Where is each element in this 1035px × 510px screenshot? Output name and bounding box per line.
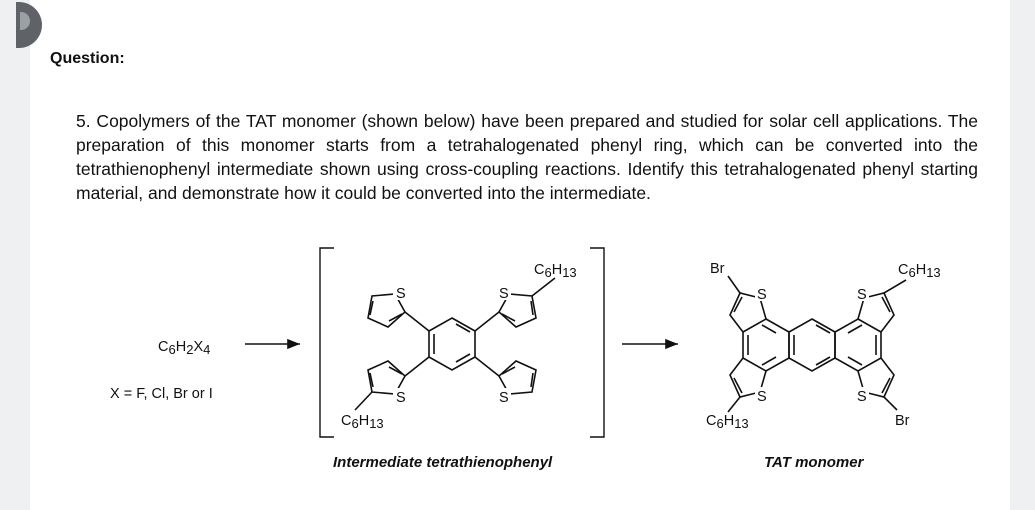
reaction-scheme bbox=[0, 240, 1035, 490]
sulfur-label: S bbox=[857, 389, 867, 405]
bromine-label: Br bbox=[710, 261, 725, 277]
avatar bbox=[16, 2, 42, 48]
sulfur-label: S bbox=[499, 390, 509, 406]
question-label: Question: bbox=[50, 50, 125, 67]
tat-sulfur-labels bbox=[755, 285, 869, 405]
sulfur-label: S bbox=[757, 287, 767, 303]
sulfur-label: S bbox=[857, 287, 867, 303]
hexyl-label: C6H13 bbox=[898, 262, 941, 280]
question-text: 5. Copolymers of the TAT monomer (shown below) have been prepared and studied for solar cell applications. The preparation of this monomer starts from a tetrahalogenated phenyl ring, which can be converted into the tetrathienophenyl intermediate shown using cross-coupling reactions. Identify this tetrahalogenated phenyl starting material, and demonstrate how it could be converted into the intermediate. bbox=[76, 111, 978, 203]
monomer-caption: TAT monomer bbox=[764, 454, 864, 471]
hexyl-label: C6H13 bbox=[341, 413, 384, 431]
sulfur-label: S bbox=[396, 286, 406, 302]
bromine-label: Br bbox=[895, 413, 910, 429]
sulfur-label: S bbox=[499, 286, 509, 302]
bracket-left bbox=[320, 248, 334, 437]
sulfur-label: S bbox=[757, 389, 767, 405]
intermediate-caption: Intermediate tetrathienophenyl bbox=[333, 454, 553, 471]
tat-monomer-structure bbox=[728, 276, 906, 412]
intermediate-sulfur-labels bbox=[393, 284, 511, 406]
bracket-right bbox=[590, 248, 604, 437]
halogen-note: X = F, Cl, Br or I bbox=[110, 386, 213, 402]
hexyl-label: C6H13 bbox=[534, 262, 577, 280]
hexyl-label: C6H13 bbox=[706, 413, 749, 431]
sulfur-label: S bbox=[396, 390, 406, 406]
intermediate-structure bbox=[355, 278, 555, 410]
starting-formula: C6H2X4 bbox=[158, 339, 211, 357]
